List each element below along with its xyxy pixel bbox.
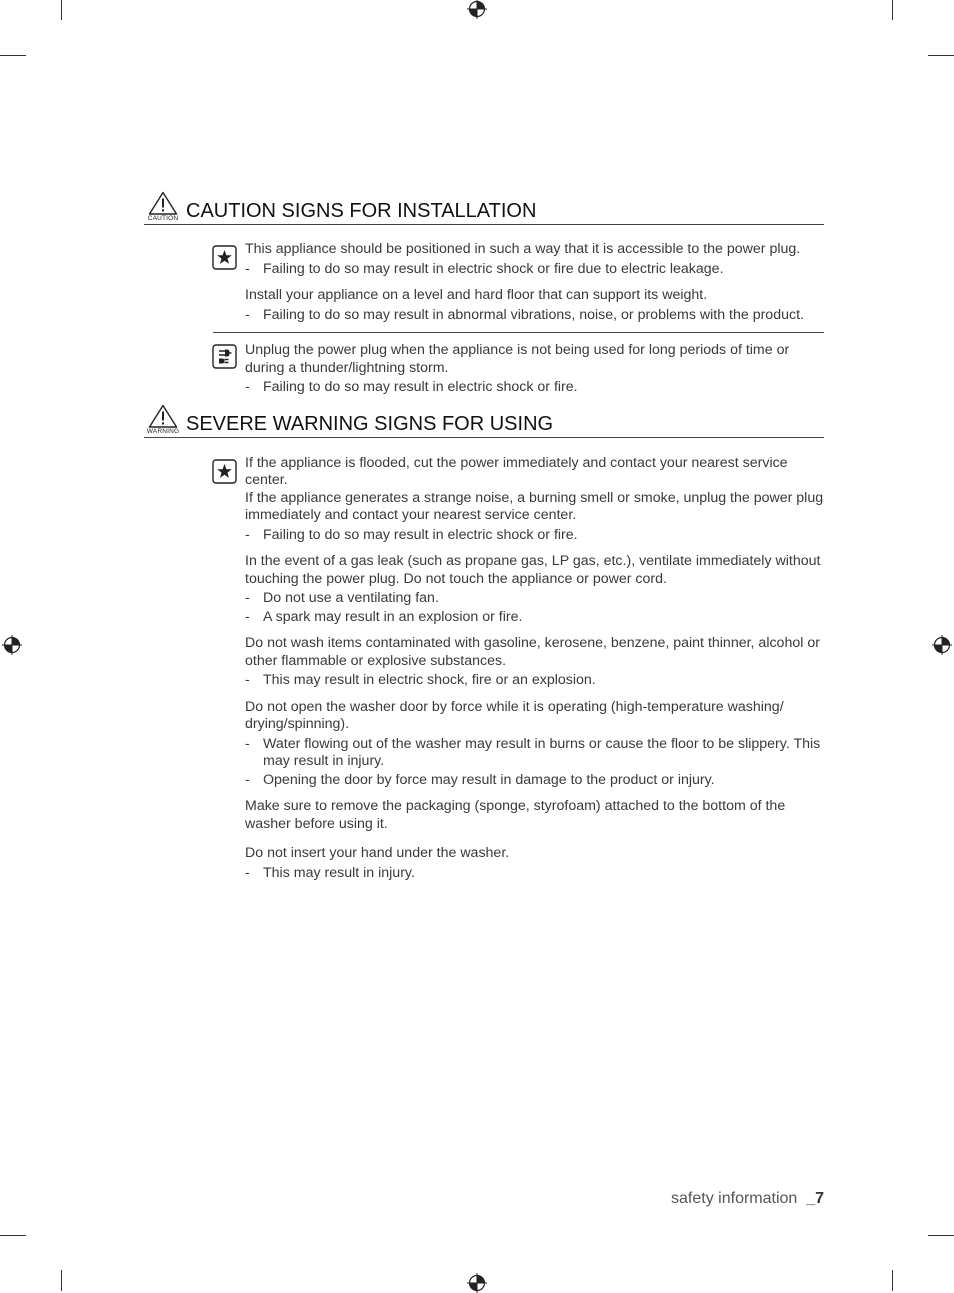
warning-badge <box>144 404 182 436</box>
section-title: SEVERE WARNING SIGNS FOR USING <box>186 412 554 435</box>
instruction-text: Do not open the washer door by force while it is operating (high-temperature washing/ drying/spinning). <box>245 698 784 732</box>
page-number: _7 <box>806 1190 824 1207</box>
caution-badge-label: CAUTION <box>147 215 179 222</box>
instruction-entry <box>245 635 824 690</box>
instruction-text: In the event of a gas leak (such as propane gas, LP gas, etc.), ventilate immediately without touching the power plug. Do not touch the appliance or power cord. <box>245 553 821 587</box>
crop-mark <box>61 0 62 20</box>
instruction-text: Unplug the power plug when the appliance is not being used for long periods of time or during a thunder/lightning storm. <box>245 342 790 376</box>
crop-mark <box>0 55 26 56</box>
warning-triangle-icon <box>148 404 178 428</box>
page-content <box>144 190 824 882</box>
warning-block-general <box>144 455 824 883</box>
instruction-text: Make sure to remove the packaging (sponge, styrofoam) attached to the bottom of the washer before using it. <box>245 798 786 832</box>
registration-mark-icon <box>467 1273 487 1293</box>
instruction-entry <box>245 241 824 278</box>
page-footer <box>671 1190 824 1208</box>
instruction-entry <box>245 845 824 882</box>
caution-block-general <box>144 241 824 324</box>
consequence-bullet: - Opening the door by force may result in damage to the product or injury. <box>245 772 824 790</box>
consequence-bullet: - Do not use a ventilating fan. <box>245 590 824 608</box>
caution-block-unplug <box>144 342 824 397</box>
section-title: CAUTION SIGNS FOR INSTALLATION <box>186 200 537 222</box>
registration-mark-icon <box>2 635 22 655</box>
footer-label: safety information <box>671 1190 798 1207</box>
crop-mark <box>892 1270 893 1291</box>
crop-mark <box>892 0 893 20</box>
instruction-entry <box>245 699 824 790</box>
instruction-text: If the appliance is flooded, cut the power immediately and contact your nearest service center. <box>245 454 788 488</box>
instruction-entry <box>245 342 824 397</box>
crop-mark <box>928 1235 954 1236</box>
registration-mark-icon <box>467 0 487 19</box>
consequence-bullet: - This may result in injury. <box>245 865 824 883</box>
consequence-bullet: - Water flowing out of the washer may result in burns or cause the floor to be slippery. This may result in injury. <box>245 736 824 771</box>
instruction-text: Install your appliance on a level and hard floor that can support its weight. <box>245 287 708 303</box>
consequence-bullet: - Failing to do so may result in electric shock or fire. <box>245 379 824 397</box>
crop-mark <box>928 55 954 56</box>
consequence-bullet: - Failing to do so may result in abnormal vibrations, noise, or problems with the product. <box>245 307 824 325</box>
star-icon <box>212 245 237 270</box>
instruction-entry <box>245 553 824 626</box>
instruction-text: Do not insert your hand under the washer. <box>245 845 510 861</box>
warning-badge-label: WARNING <box>146 427 180 435</box>
instruction-text: This appliance should be positioned in such a way that it is accessible to the power plug. <box>245 241 801 257</box>
instruction-entry <box>245 287 824 324</box>
unplug-icon <box>212 344 237 369</box>
caution-badge <box>144 191 182 223</box>
instruction-text: If the appliance generates a strange noise, a burning smell or smoke, unplug the power plug immediately and contact your nearest service center. <box>245 489 824 523</box>
instruction-entry <box>245 798 824 833</box>
caution-triangle-icon <box>148 191 178 215</box>
crop-mark <box>61 1270 62 1291</box>
consequence-bullet: - A spark may result in an explosion or fire. <box>245 609 824 627</box>
star-icon <box>212 459 237 484</box>
section-header-caution <box>144 190 824 225</box>
registration-mark-icon <box>932 635 952 655</box>
instruction-text: Do not wash items contaminated with gasoline, kerosene, benzene, paint thinner, alcohol or other flammable or explosive substances. <box>245 635 820 669</box>
consequence-bullet: - This may result in electric shock, fire or an explosion. <box>245 672 824 690</box>
crop-mark <box>0 1235 26 1236</box>
instruction-entry <box>245 455 824 545</box>
consequence-bullet: - Failing to do so may result in electric shock or fire. <box>245 527 824 545</box>
section-header-warning <box>144 403 824 438</box>
consequence-bullet: - Failing to do so may result in electric shock or fire due to electric leakage. <box>245 261 824 279</box>
